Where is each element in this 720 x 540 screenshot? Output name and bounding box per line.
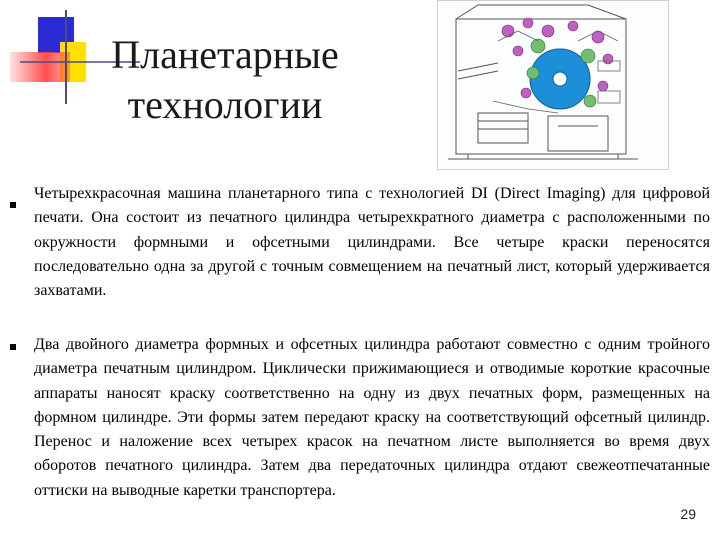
title-line-2: технологии	[127, 82, 323, 127]
printing-press-illustration	[437, 0, 669, 170]
red-square	[10, 52, 70, 82]
paragraph-2: Два двойного диаметра формных и офсетных цилиндра работают совместно с одним тройного диаметра печатным цилиндром. Циклически прижимающиеся и отводимые короткие красочные аппараты наносят краску соответственно на одну из двух печатных форм, размещенных на формном цилиндре. Эти формы затем передают краску на соответствующий офсетный цилиндр. Перенос и наложение всех четырех красок на печатном листе выполняется во время двух оборотов печатного цилиндра. Затем два передаточных цилиндра отдают свежеотпечатанные оттиски на выводные каретки транспортера.	[34, 336, 710, 499]
bullet-marker	[10, 202, 16, 208]
bullet-marker	[10, 344, 16, 350]
slide-title	[75, 30, 375, 130]
page-number: 29	[680, 506, 696, 522]
title-line-1: Планетарные	[111, 32, 339, 77]
paragraph-1: Четырехкрасочная машина планетарного типа с технологией DI (Direct Imaging) для цифровой печати. Она состоит из печатного цилиндра четырехкратного диаметра с расположенными по окружности формными и офсетными цилиндрами. Все четыре краски переносятся последовательно одна за другой с точным совмещением на печатный лист, который удерживается захватами.	[34, 185, 710, 300]
